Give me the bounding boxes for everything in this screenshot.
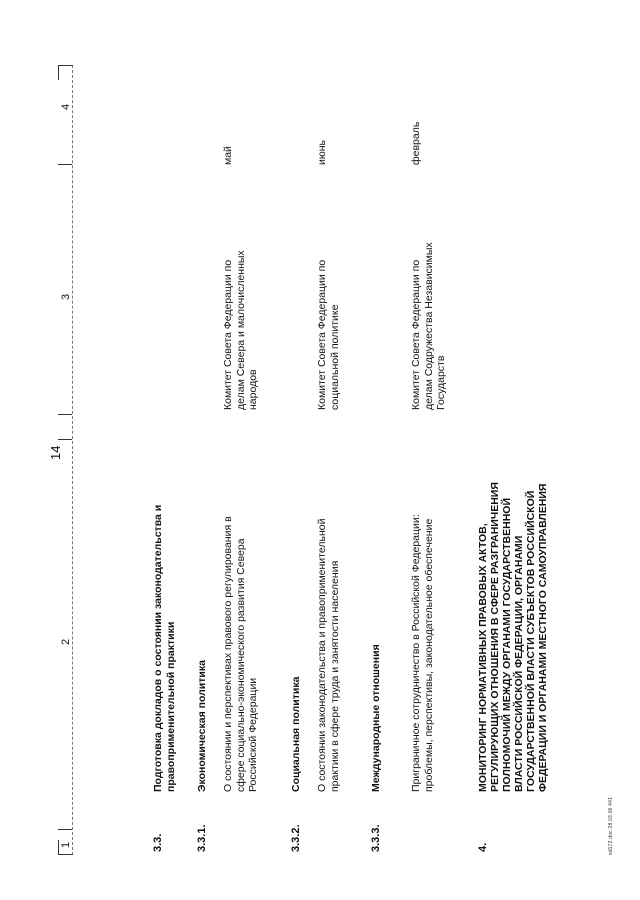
- row-date: февраль: [410, 121, 422, 165]
- row-number: 3.3.3.: [370, 824, 382, 852]
- header-col-4: 4: [60, 103, 72, 110]
- header-tick: [58, 414, 72, 415]
- header-rule: [72, 65, 73, 855]
- row-responsible: Комитет Совета Федерации по делам Севера и малочисленных народов: [222, 250, 260, 410]
- footer-file-tag: sd172.doc 28.03.06 441: [608, 796, 614, 855]
- row-number: 3.3.2.: [290, 824, 302, 852]
- header-right-corner: [58, 65, 73, 80]
- row-heading: Экономическая политика: [196, 660, 208, 792]
- header-col-1: 1: [60, 841, 72, 848]
- row-heading: Социальная политика: [290, 676, 302, 792]
- row-text: Подготовка докладов о состоянии законодательства и правоприменительной практики: [152, 504, 177, 792]
- page-number: 14: [48, 445, 63, 460]
- row-heading: Международные отношения: [370, 644, 382, 792]
- row-text: О состоянии законодательства и правоприменительной практики в сфере труда и занятости населения: [316, 518, 341, 792]
- header-col-3: 3: [60, 293, 72, 300]
- row-date: июнь: [316, 139, 328, 165]
- row-text: О состоянии и перспективах правового регулирования в сфере социально-экономического развития Севера Российской Федерации: [222, 516, 260, 792]
- row-text: Приграничное сотрудничество в Российской Федерации: проблемы, перспективы, законодательное обеспечение: [410, 514, 435, 792]
- row-date: май: [222, 146, 234, 165]
- row-number: 4.: [477, 842, 489, 852]
- header-tick: [58, 164, 72, 165]
- header-col-2: 2: [60, 638, 72, 645]
- header-tick: [58, 439, 72, 440]
- row-number: 3.3.1.: [196, 824, 208, 852]
- row-responsible: Комитет Совета Федерации по делам Содружества Независимых Государств: [410, 242, 448, 410]
- header-tick: [58, 829, 72, 830]
- row-heading-caps: МОНИТОРИНГ НОРМАТИВНЫХ ПРАВОВЫХ АКТОВ, РЕГУЛИРУЮЩИХ ОТНОШЕНИЯ В СФЕРЕ РАЗГРАНИЧЕНИЯ ПОЛНОМОЧИЙ МЕЖДУ ОРГАНАМИ ГОСУДАРСТВЕННОЙ ВЛАСТИ РОССИЙСКОЙ ФЕДЕРАЦИИ, ОРГАНАМИ ГОСУДАРСТВЕННОЙ ВЛАСТИ СУБЪЕКТОВ РОССИЙСКОЙ ФЕДЕРАЦИИ И ОРГАНАМИ МЕСТНОГО САМОУПРАВЛЕНИЯ: [477, 482, 550, 792]
- row-responsible: Комитет Совета Федерации по социальной политике: [316, 259, 341, 410]
- row-number: 3.3.: [152, 833, 164, 852]
